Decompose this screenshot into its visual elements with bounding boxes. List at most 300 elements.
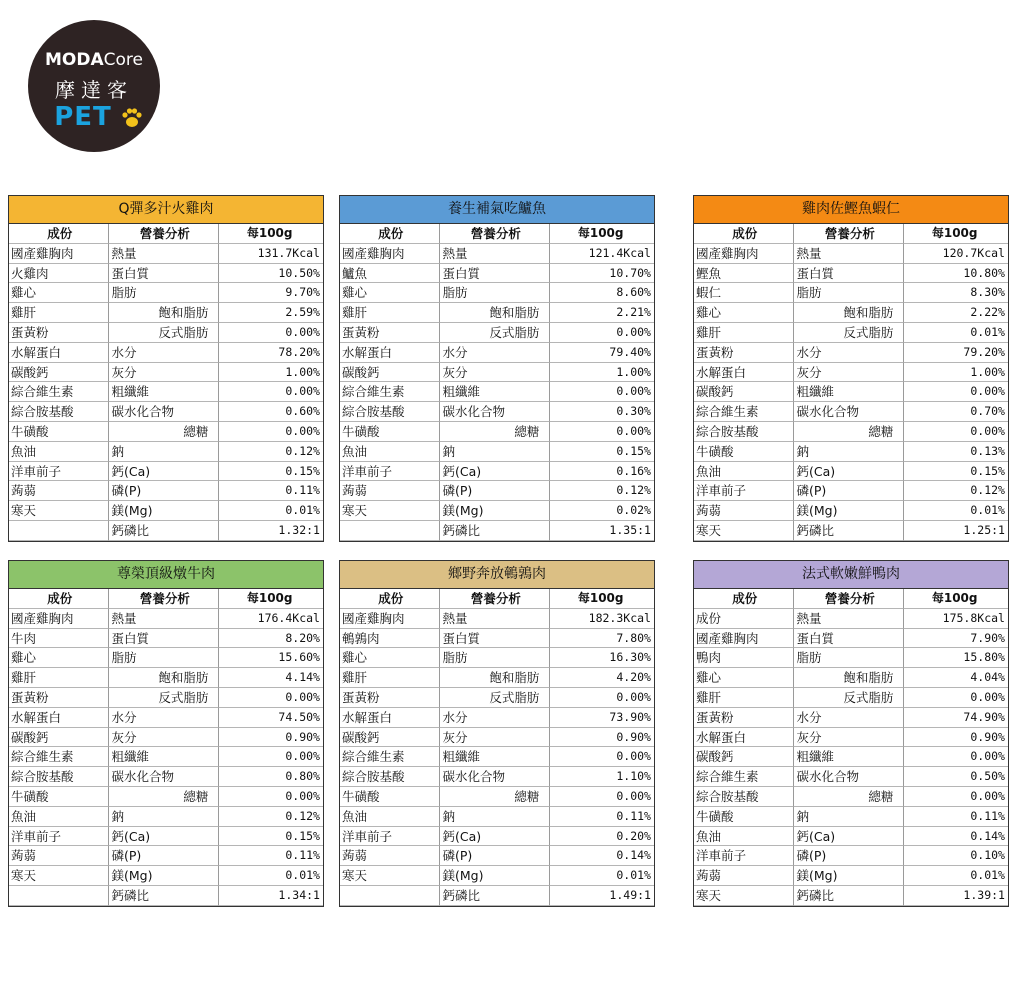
nutrient-cell: 總糖	[794, 787, 904, 807]
table-row	[9, 382, 323, 402]
value-cell: 0.02%	[550, 501, 654, 521]
table-row	[340, 846, 654, 866]
ingredient-cell: 蛋黃粉	[9, 323, 109, 343]
value-cell: 0.00%	[219, 382, 323, 402]
ingredient-cell: 魚油	[340, 442, 440, 462]
nutrient-cell: 飽和脂肪	[440, 303, 550, 323]
ingredient-cell: 成份	[694, 609, 794, 629]
nutrient-cell: 鈉	[109, 442, 219, 462]
value-cell: 176.4Kcal	[219, 609, 323, 629]
nutrient-cell: 熱量	[109, 609, 219, 629]
ingredient-cell: 牛磺酸	[694, 442, 794, 462]
value-cell: 0.70%	[904, 402, 1008, 422]
value-cell: 0.01%	[904, 323, 1008, 343]
nutrient-cell: 鈣磷比	[794, 521, 904, 541]
ingredient-cell: 魚油	[694, 462, 794, 482]
nutrient-cell: 粗纖維	[109, 747, 219, 767]
nutrient-cell: 鈣磷比	[440, 886, 550, 906]
ingredient-cell: 水解蛋白	[694, 363, 794, 383]
value-cell: 1.10%	[550, 767, 654, 787]
value-cell: 8.60%	[550, 283, 654, 303]
value-cell: 2.22%	[904, 303, 1008, 323]
table-title: 法式軟嫩鮮鴨肉	[694, 561, 1008, 589]
nutrient-cell: 鎂(Mg)	[440, 866, 550, 886]
table-row	[340, 728, 654, 748]
value-cell: 131.7Kcal	[219, 244, 323, 264]
nutrient-cell: 粗纖維	[440, 382, 550, 402]
ingredient-cell: 洋車前子	[694, 481, 794, 501]
nutrient-cell: 磷(P)	[440, 481, 550, 501]
value-cell: 0.60%	[219, 402, 323, 422]
table-row	[9, 708, 323, 728]
value-cell: 0.00%	[550, 747, 654, 767]
ingredient-cell: 蝦仁	[694, 283, 794, 303]
table-row	[694, 442, 1008, 462]
nutrient-cell: 脂肪	[794, 648, 904, 668]
nutrition-table	[339, 195, 655, 542]
nutrient-cell: 鈉	[794, 442, 904, 462]
table-header-cell: 成份	[340, 224, 440, 244]
table-row	[694, 609, 1008, 629]
ingredient-cell	[340, 886, 440, 906]
nutrient-cell: 脂肪	[794, 283, 904, 303]
ingredient-cell: 碳酸鈣	[340, 363, 440, 383]
nutrition-table	[8, 195, 324, 542]
table-row	[694, 787, 1008, 807]
ingredient-cell: 蒟蒻	[340, 846, 440, 866]
nutrient-cell: 水分	[440, 343, 550, 363]
value-cell: 0.01%	[904, 866, 1008, 886]
table-row	[340, 807, 654, 827]
value-cell: 9.70%	[219, 283, 323, 303]
nutrient-cell: 蛋白質	[794, 629, 904, 649]
ingredient-cell: 鰹魚	[694, 264, 794, 284]
table-row	[340, 283, 654, 303]
ingredient-cell: 碳酸鈣	[9, 363, 109, 383]
table-row	[340, 382, 654, 402]
nutrient-cell: 鎂(Mg)	[440, 501, 550, 521]
ingredient-cell: 雞肝	[694, 323, 794, 343]
table-header-cell: 成份	[694, 224, 794, 244]
value-cell: 4.20%	[550, 668, 654, 688]
value-cell: 0.16%	[550, 462, 654, 482]
value-cell: 16.30%	[550, 648, 654, 668]
table-row	[340, 323, 654, 343]
value-cell: 0.01%	[219, 866, 323, 886]
table-row	[340, 481, 654, 501]
nutrient-cell: 灰分	[794, 728, 904, 748]
table-row	[694, 323, 1008, 343]
ingredient-cell: 蒟蒻	[9, 846, 109, 866]
table-row	[694, 747, 1008, 767]
ingredient-cell: 寒天	[340, 866, 440, 886]
nutrition-table	[8, 560, 324, 907]
value-cell: 0.14%	[550, 846, 654, 866]
nutrient-cell: 鈉	[440, 807, 550, 827]
ingredient-cell: 綜合維生素	[9, 382, 109, 402]
table-header-cell: 每100g	[904, 224, 1008, 244]
nutrient-cell: 總糖	[440, 787, 550, 807]
value-cell: 1.34:1	[219, 886, 323, 906]
ingredient-cell: 牛肉	[9, 629, 109, 649]
nutrient-cell: 鈉	[794, 807, 904, 827]
logo-chinese-name: 摩達客	[55, 78, 133, 102]
nutrition-table	[339, 560, 655, 907]
ingredient-cell: 雞心	[340, 283, 440, 303]
table-row	[694, 303, 1008, 323]
nutrient-cell: 鈣(Ca)	[109, 462, 219, 482]
ingredient-cell: 雞肝	[340, 668, 440, 688]
value-cell: 0.90%	[904, 728, 1008, 748]
nutrient-cell: 磷(P)	[794, 481, 904, 501]
nutrient-cell: 鈣磷比	[440, 521, 550, 541]
ingredient-cell: 水解蛋白	[340, 343, 440, 363]
table-row	[9, 767, 323, 787]
nutrient-cell: 磷(P)	[109, 481, 219, 501]
nutrient-cell: 鎂(Mg)	[794, 501, 904, 521]
nutrient-cell: 鎂(Mg)	[109, 866, 219, 886]
nutrient-cell: 反式脂肪	[440, 688, 550, 708]
table-row	[340, 787, 654, 807]
nutrient-cell: 鈣(Ca)	[109, 827, 219, 847]
nutrient-cell: 鎂(Mg)	[109, 501, 219, 521]
nutrient-cell: 鈣磷比	[109, 521, 219, 541]
nutrient-cell: 反式脂肪	[109, 688, 219, 708]
table-row	[9, 747, 323, 767]
nutrient-cell: 飽和脂肪	[794, 303, 904, 323]
table-header-cell: 每100g	[550, 224, 654, 244]
moda-core-logo	[28, 20, 160, 152]
ingredient-cell: 寒天	[340, 501, 440, 521]
value-cell: 0.80%	[219, 767, 323, 787]
table-row	[694, 728, 1008, 748]
nutrient-cell: 反式脂肪	[794, 688, 904, 708]
nutrient-cell: 磷(P)	[109, 846, 219, 866]
table-header-cell: 營養分析	[794, 589, 904, 609]
nutrient-cell: 脂肪	[440, 648, 550, 668]
table-row	[9, 323, 323, 343]
ingredient-cell: 鵪鶉肉	[340, 629, 440, 649]
table-row	[340, 668, 654, 688]
table-row	[694, 827, 1008, 847]
value-cell: 0.30%	[550, 402, 654, 422]
nutrient-cell: 蛋白質	[109, 629, 219, 649]
nutrient-cell: 碳水化合物	[109, 767, 219, 787]
value-cell: 182.3Kcal	[550, 609, 654, 629]
table-row	[694, 283, 1008, 303]
paw-icon	[120, 106, 144, 130]
nutrient-cell: 鈣(Ca)	[794, 827, 904, 847]
nutrient-cell: 總糖	[440, 422, 550, 442]
table-row	[694, 422, 1008, 442]
table-row	[9, 264, 323, 284]
table-title: Q彈多汁火雞肉	[9, 196, 323, 224]
value-cell: 0.90%	[550, 728, 654, 748]
ingredient-cell: 寒天	[9, 501, 109, 521]
ingredient-cell: 蛋黃粉	[9, 688, 109, 708]
nutrient-cell: 鈣(Ca)	[440, 462, 550, 482]
value-cell: 10.80%	[904, 264, 1008, 284]
nutrition-table	[693, 560, 1009, 907]
nutrient-cell: 脂肪	[109, 648, 219, 668]
value-cell: 0.12%	[219, 807, 323, 827]
table-row	[340, 244, 654, 264]
table-title: 雞肉佐鰹魚蝦仁	[694, 196, 1008, 224]
ingredient-cell: 牛磺酸	[340, 787, 440, 807]
table-header-cell: 營養分析	[109, 224, 219, 244]
nutrient-cell: 飽和脂肪	[109, 668, 219, 688]
ingredient-cell: 蒟蒻	[694, 501, 794, 521]
table-row	[340, 402, 654, 422]
table-row	[9, 728, 323, 748]
nutrient-cell: 水分	[109, 343, 219, 363]
ingredient-cell: 蒟蒻	[694, 866, 794, 886]
table-header-cell: 成份	[9, 589, 109, 609]
value-cell: 1.00%	[550, 363, 654, 383]
ingredient-cell: 綜合維生素	[694, 767, 794, 787]
ingredient-cell: 鱸魚	[340, 264, 440, 284]
ingredient-cell: 魚油	[9, 442, 109, 462]
nutrient-cell: 磷(P)	[794, 846, 904, 866]
ingredient-cell: 綜合胺基酸	[694, 422, 794, 442]
value-cell: 1.35:1	[550, 521, 654, 541]
ingredient-cell: 水解蛋白	[9, 708, 109, 728]
table-header-cell: 每100g	[904, 589, 1008, 609]
value-cell: 1.25:1	[904, 521, 1008, 541]
value-cell: 120.7Kcal	[904, 244, 1008, 264]
nutrient-cell: 反式脂肪	[794, 323, 904, 343]
table-row	[9, 462, 323, 482]
ingredient-cell	[9, 886, 109, 906]
table-row	[340, 827, 654, 847]
nutrient-cell: 總糖	[109, 787, 219, 807]
table-row	[340, 442, 654, 462]
table-row	[9, 827, 323, 847]
nutrient-cell: 碳水化合物	[440, 767, 550, 787]
value-cell: 0.00%	[219, 323, 323, 343]
ingredient-cell: 綜合胺基酸	[340, 767, 440, 787]
nutrient-cell: 總糖	[109, 422, 219, 442]
ingredient-cell: 綜合胺基酸	[340, 402, 440, 422]
ingredient-cell: 洋車前子	[340, 827, 440, 847]
ingredient-cell: 蒟蒻	[340, 481, 440, 501]
ingredient-cell: 綜合維生素	[694, 402, 794, 422]
nutrient-cell: 鈣磷比	[109, 886, 219, 906]
table-header-cell: 營養分析	[794, 224, 904, 244]
table-header-cell: 營養分析	[440, 224, 550, 244]
ingredient-cell: 魚油	[340, 807, 440, 827]
table-row	[340, 767, 654, 787]
nutrient-cell: 鈉	[109, 807, 219, 827]
table-row	[694, 688, 1008, 708]
value-cell: 0.00%	[219, 787, 323, 807]
table-row	[9, 363, 323, 383]
nutrient-cell: 熱量	[794, 244, 904, 264]
table-row	[340, 501, 654, 521]
table-header-row	[340, 589, 654, 609]
ingredient-cell: 雞心	[694, 668, 794, 688]
nutrient-cell: 粗纖維	[794, 747, 904, 767]
value-cell: 0.50%	[904, 767, 1008, 787]
nutrient-cell: 灰分	[440, 363, 550, 383]
value-cell: 79.40%	[550, 343, 654, 363]
nutrient-cell: 熱量	[109, 244, 219, 264]
value-cell: 0.00%	[904, 382, 1008, 402]
table-header-cell: 每100g	[219, 224, 323, 244]
table-row	[694, 807, 1008, 827]
table-header-row	[694, 589, 1008, 609]
nutrient-cell: 灰分	[109, 363, 219, 383]
value-cell: 74.90%	[904, 708, 1008, 728]
value-cell: 0.00%	[550, 382, 654, 402]
table-row	[694, 866, 1008, 886]
value-cell: 1.00%	[904, 363, 1008, 383]
value-cell: 2.21%	[550, 303, 654, 323]
value-cell: 0.00%	[904, 688, 1008, 708]
value-cell: 15.60%	[219, 648, 323, 668]
value-cell: 0.00%	[219, 422, 323, 442]
nutrient-cell: 水分	[109, 708, 219, 728]
nutrient-cell: 鈉	[440, 442, 550, 462]
value-cell: 4.04%	[904, 668, 1008, 688]
value-cell: 1.49:1	[550, 886, 654, 906]
ingredient-cell: 國產雞胸肉	[9, 244, 109, 264]
value-cell: 7.90%	[904, 629, 1008, 649]
value-cell: 73.90%	[550, 708, 654, 728]
table-row	[340, 688, 654, 708]
nutrient-cell: 碳水化合物	[440, 402, 550, 422]
nutrient-cell: 碳水化合物	[794, 402, 904, 422]
table-row	[340, 521, 654, 541]
value-cell: 8.30%	[904, 283, 1008, 303]
value-cell: 0.00%	[550, 323, 654, 343]
value-cell: 0.00%	[904, 747, 1008, 767]
table-row	[340, 648, 654, 668]
table-row	[694, 767, 1008, 787]
table-row	[694, 402, 1008, 422]
value-cell: 0.01%	[550, 866, 654, 886]
ingredient-cell: 雞心	[9, 283, 109, 303]
table-row	[9, 629, 323, 649]
ingredient-cell: 國產雞胸肉	[694, 244, 794, 264]
table-title: 養生補氣吃鱸魚	[340, 196, 654, 224]
ingredient-cell: 蛋黃粉	[340, 323, 440, 343]
nutrient-cell: 反式脂肪	[109, 323, 219, 343]
nutrient-cell: 熱量	[440, 609, 550, 629]
value-cell: 15.80%	[904, 648, 1008, 668]
nutrition-table	[693, 195, 1009, 542]
table-row	[9, 807, 323, 827]
table-row	[9, 866, 323, 886]
table-row	[9, 846, 323, 866]
value-cell: 10.50%	[219, 264, 323, 284]
value-cell: 0.00%	[904, 787, 1008, 807]
ingredient-cell: 魚油	[9, 807, 109, 827]
nutrient-cell: 總糖	[794, 422, 904, 442]
table-row	[9, 303, 323, 323]
ingredient-cell: 綜合維生素	[9, 747, 109, 767]
table-row	[9, 442, 323, 462]
value-cell: 0.11%	[904, 807, 1008, 827]
table-header-cell: 營養分析	[440, 589, 550, 609]
table-row	[694, 264, 1008, 284]
value-cell: 1.32:1	[219, 521, 323, 541]
value-cell: 0.12%	[550, 481, 654, 501]
table-header-row	[9, 224, 323, 244]
value-cell: 79.20%	[904, 343, 1008, 363]
table-header-cell: 成份	[694, 589, 794, 609]
nutrient-cell: 磷(P)	[440, 846, 550, 866]
table-row	[340, 866, 654, 886]
table-row	[694, 363, 1008, 383]
table-header-cell: 每100g	[550, 589, 654, 609]
ingredient-cell: 碳酸鈣	[694, 382, 794, 402]
table-row	[9, 501, 323, 521]
value-cell: 0.00%	[904, 422, 1008, 442]
value-cell: 7.80%	[550, 629, 654, 649]
nutrient-cell: 脂肪	[109, 283, 219, 303]
value-cell: 0.15%	[219, 462, 323, 482]
value-cell: 0.01%	[904, 501, 1008, 521]
nutrient-cell: 蛋白質	[109, 264, 219, 284]
ingredient-cell: 國產雞胸肉	[340, 609, 440, 629]
value-cell: 0.00%	[550, 688, 654, 708]
ingredient-cell: 牛磺酸	[9, 422, 109, 442]
table-row	[694, 629, 1008, 649]
ingredient-cell: 洋車前子	[9, 827, 109, 847]
ingredient-cell: 牛磺酸	[340, 422, 440, 442]
table-row	[694, 244, 1008, 264]
value-cell: 0.00%	[550, 422, 654, 442]
table-header-cell: 成份	[9, 224, 109, 244]
ingredient-cell: 寒天	[694, 521, 794, 541]
ingredient-cell: 牛磺酸	[9, 787, 109, 807]
value-cell: 4.14%	[219, 668, 323, 688]
value-cell: 121.4Kcal	[550, 244, 654, 264]
table-row	[694, 382, 1008, 402]
ingredient-cell: 火雞肉	[9, 264, 109, 284]
ingredient-cell: 水解蛋白	[694, 728, 794, 748]
ingredient-cell: 鴨肉	[694, 648, 794, 668]
table-header-row	[9, 589, 323, 609]
nutrient-cell: 熱量	[440, 244, 550, 264]
nutrient-cell: 灰分	[109, 728, 219, 748]
ingredient-cell: 碳酸鈣	[9, 728, 109, 748]
ingredient-cell: 碳酸鈣	[340, 728, 440, 748]
table-row	[340, 886, 654, 906]
ingredient-cell: 水解蛋白	[340, 708, 440, 728]
ingredient-cell: 綜合胺基酸	[9, 402, 109, 422]
ingredient-cell: 雞肝	[694, 688, 794, 708]
table-row	[694, 462, 1008, 482]
ingredient-cell: 國產雞胸肉	[9, 609, 109, 629]
nutrient-cell: 飽和脂肪	[440, 668, 550, 688]
table-row	[694, 668, 1008, 688]
nutrient-cell: 碳水化合物	[109, 402, 219, 422]
value-cell: 0.00%	[550, 787, 654, 807]
table-title: 尊榮頂級燉牛肉	[9, 561, 323, 589]
value-cell: 10.70%	[550, 264, 654, 284]
ingredient-cell: 綜合胺基酸	[9, 767, 109, 787]
ingredient-cell: 蒟蒻	[9, 481, 109, 501]
value-cell: 0.15%	[550, 442, 654, 462]
nutrient-cell: 鈣(Ca)	[440, 827, 550, 847]
value-cell: 0.11%	[219, 846, 323, 866]
value-cell: 78.20%	[219, 343, 323, 363]
ingredient-cell: 雞肝	[9, 668, 109, 688]
value-cell: 0.10%	[904, 846, 1008, 866]
table-row	[340, 303, 654, 323]
